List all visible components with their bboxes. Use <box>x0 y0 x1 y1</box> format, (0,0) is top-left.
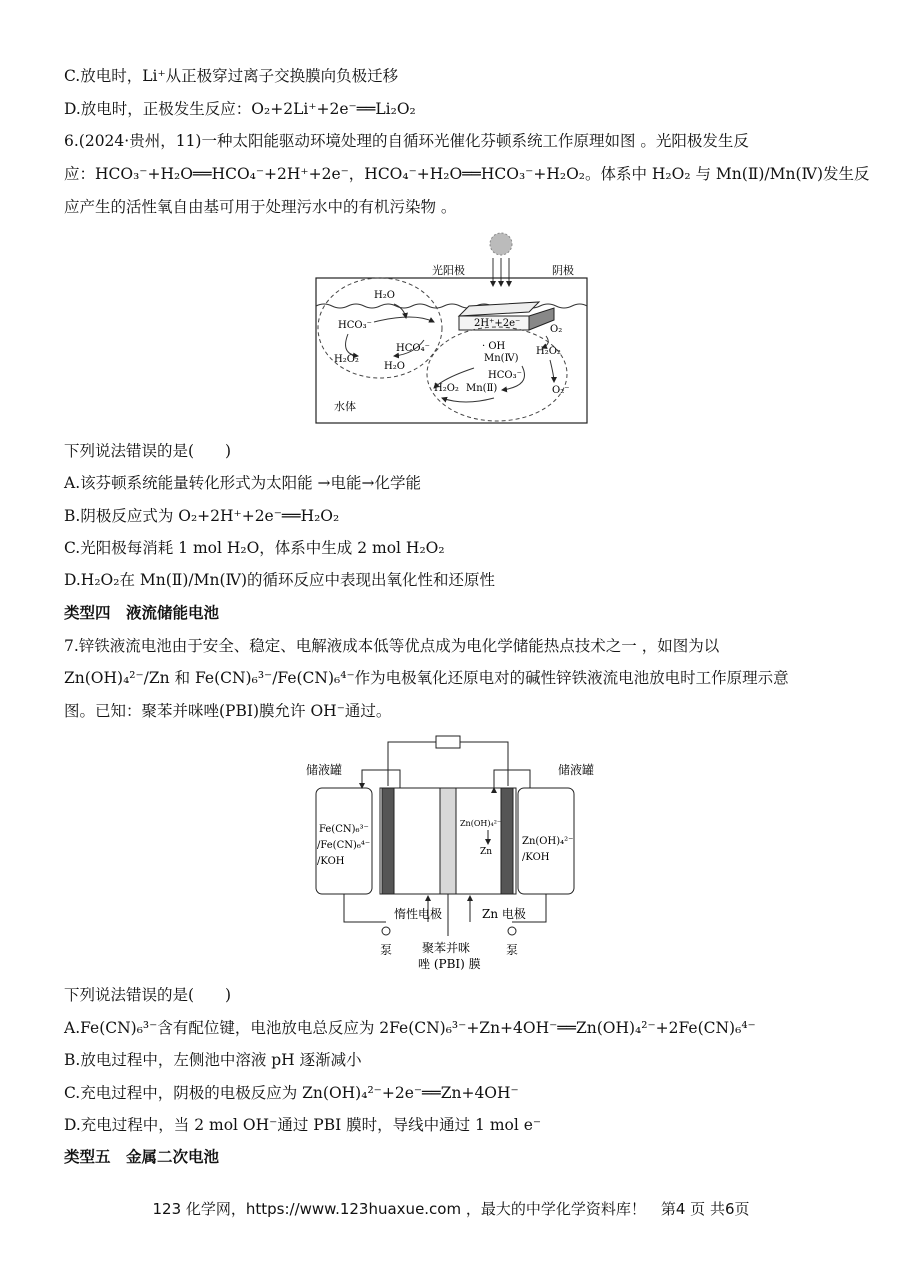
cathode-label: 阴极 <box>552 264 574 277</box>
question-7-option-a: A.Fe(CN)₆³⁻含有配位键，电池放电总反应为 2Fe(CN)₆³⁻+Zn+4OH⁻══Zn(OH)₄²⁻+2Fe(CN)₆⁴⁻ <box>64 1019 756 1037</box>
svg-text:H₂O: H₂O <box>384 361 405 372</box>
question-7-line-2: Zn(OH)₄²⁻/Zn 和 Fe(CN)₆³⁻/Fe(CN)₆⁴⁻作为电极氧化还原电对的碱性锌铁液流电池放电时工作原理示意 <box>64 669 789 687</box>
inert-electrode <box>382 788 394 894</box>
photoanode-label: 光阳极 <box>432 264 465 277</box>
page-footer: 123 化学网，https://www.123huaxue.com ，最大的中学化学资料库！ 第4 页 共6页 <box>152 1200 750 1218</box>
question-7-title: 7.锌铁液流电池由于安全、稳定、电解液成本低等优点成为电化学储能热点技术之一 ，如图为以 <box>64 637 720 655</box>
fenton-system-diagram <box>314 228 590 426</box>
left-pump-icon <box>382 927 390 935</box>
question-7-option-b: B.放电过程中，左侧池中溶液 pH 逐渐减小 <box>64 1051 362 1069</box>
question-6-line-2: 应：HCO₃⁻+H₂O══HCO₄⁻+2H⁺+2e⁻，HCO₄⁻+H₂O══HCO₃⁻+H₂O₂。体系中 H₂O₂ 与 Mn(Ⅱ)/Mn(Ⅳ)发生反 <box>64 165 870 183</box>
water-label: 水体 <box>334 400 356 413</box>
question-6-option-a: A.该芬顿系统能量转化形式为太阳能 →电能→化学能 <box>64 474 422 492</box>
question-6-option-c: C.光阳极每消耗 1 mol H₂O，体系中生成 2 mol H₂O₂ <box>64 539 445 557</box>
electrode-reaction: 2H⁺+2e⁻ <box>474 318 521 329</box>
svg-text:HCO₄⁻: HCO₄⁻ <box>396 343 430 354</box>
flow-battery-diagram <box>300 730 610 975</box>
question-7-line-3: 图。已知：聚苯并咪唑(PBI)膜允许 OH⁻通过。 <box>64 702 392 720</box>
svg-text:泵: 泵 <box>506 943 519 957</box>
svg-text:H₂O₂: H₂O₂ <box>536 346 561 357</box>
svg-text:H₂O₂: H₂O₂ <box>434 383 459 394</box>
svg-text:Fe(CN)₆³⁻: Fe(CN)₆³⁻ <box>319 824 369 835</box>
inert-electrode-label: 惰性电极 <box>394 907 443 921</box>
section-type-4-heading: 类型四 液流储能电池 <box>64 603 220 622</box>
question-6-option-b: B.阴极反应式为 O₂+2H⁺+2e⁻══H₂O₂ <box>64 507 340 525</box>
svg-text:HCO₃⁻: HCO₃⁻ <box>488 370 522 381</box>
svg-text:Mn(Ⅱ): Mn(Ⅱ) <box>466 383 498 394</box>
option-c-prev: C.放电时，Li⁺从正极穿过离子交换膜向负极迁移 <box>64 67 399 85</box>
question-6-option-d: D.H₂O₂在 Mn(Ⅱ)/Mn(Ⅳ)的循环反应中表现出氧化性和还原性 <box>64 571 496 589</box>
question-6-stem: 下列说法错误的是( ) <box>64 442 232 460</box>
right-tank-label: 储液罐 <box>558 763 595 777</box>
question-7-stem: 下列说法错误的是( ) <box>64 986 232 1004</box>
section-type-5-heading: 类型五 金属二次电池 <box>64 1147 220 1166</box>
svg-text:Zn(OH)₄²⁻: Zn(OH)₄²⁻ <box>460 819 502 828</box>
membrane-label-2: 唑 (PBI) 膜 <box>418 957 481 971</box>
pbi-membrane <box>440 788 456 894</box>
svg-text:泵: 泵 <box>380 943 393 957</box>
o2-label: O₂ <box>550 324 563 335</box>
question-7-option-d: D.充电过程中，当 2 mol OH⁻通过 PBI 膜时，导线中通过 1 mol e⁻ <box>64 1116 542 1134</box>
zinc-electrode <box>501 788 513 894</box>
svg-text:/Fe(CN)₆⁴⁻: /Fe(CN)₆⁴⁻ <box>317 840 371 851</box>
membrane-label-1: 聚苯并咪 <box>422 941 471 955</box>
svg-text:O₂⁻: O₂⁻ <box>552 385 570 396</box>
question-6-line-3: 应产生的活性氧自由基可用于处理污水中的有机污染物 。 <box>64 198 457 216</box>
svg-text:Zn(OH)₄²⁻: Zn(OH)₄²⁻ <box>522 836 574 847</box>
water-surface <box>316 304 587 308</box>
svg-text:/KOH: /KOH <box>317 856 345 867</box>
svg-text:Zn: Zn <box>480 847 493 857</box>
right-pump-icon <box>508 927 516 935</box>
photoanode-plate <box>459 302 539 316</box>
left-tank-label: 储液罐 <box>306 763 343 777</box>
question-6-title: 6.(2024·贵州，11)一种太阳能驱动环境处理的自循环光催化芬顿系统工作原理如图 。光阳极发生反 <box>64 132 749 150</box>
sun-icon <box>490 233 512 255</box>
svg-text:H₂O₂: H₂O₂ <box>334 354 359 365</box>
light-arrows <box>493 258 509 286</box>
svg-text:HCO₃⁻: HCO₃⁻ <box>338 320 372 331</box>
svg-text:· OH: · OH <box>482 341 506 352</box>
question-7-option-c: C.充电过程中，阴极的电极反应为 Zn(OH)₄²⁻+2e⁻══Zn+4OH⁻ <box>64 1084 519 1102</box>
svg-text:Mn(Ⅳ): Mn(Ⅳ) <box>484 353 519 364</box>
zn-electrode-label: Zn 电极 <box>482 907 526 921</box>
load-resistor <box>436 736 460 748</box>
option-d-prev: D.放电时，正极发生反应：O₂+2Li⁺+2e⁻══Li₂O₂ <box>64 100 416 118</box>
svg-text:/KOH: /KOH <box>522 852 550 863</box>
svg-text:H₂O: H₂O <box>374 290 395 301</box>
